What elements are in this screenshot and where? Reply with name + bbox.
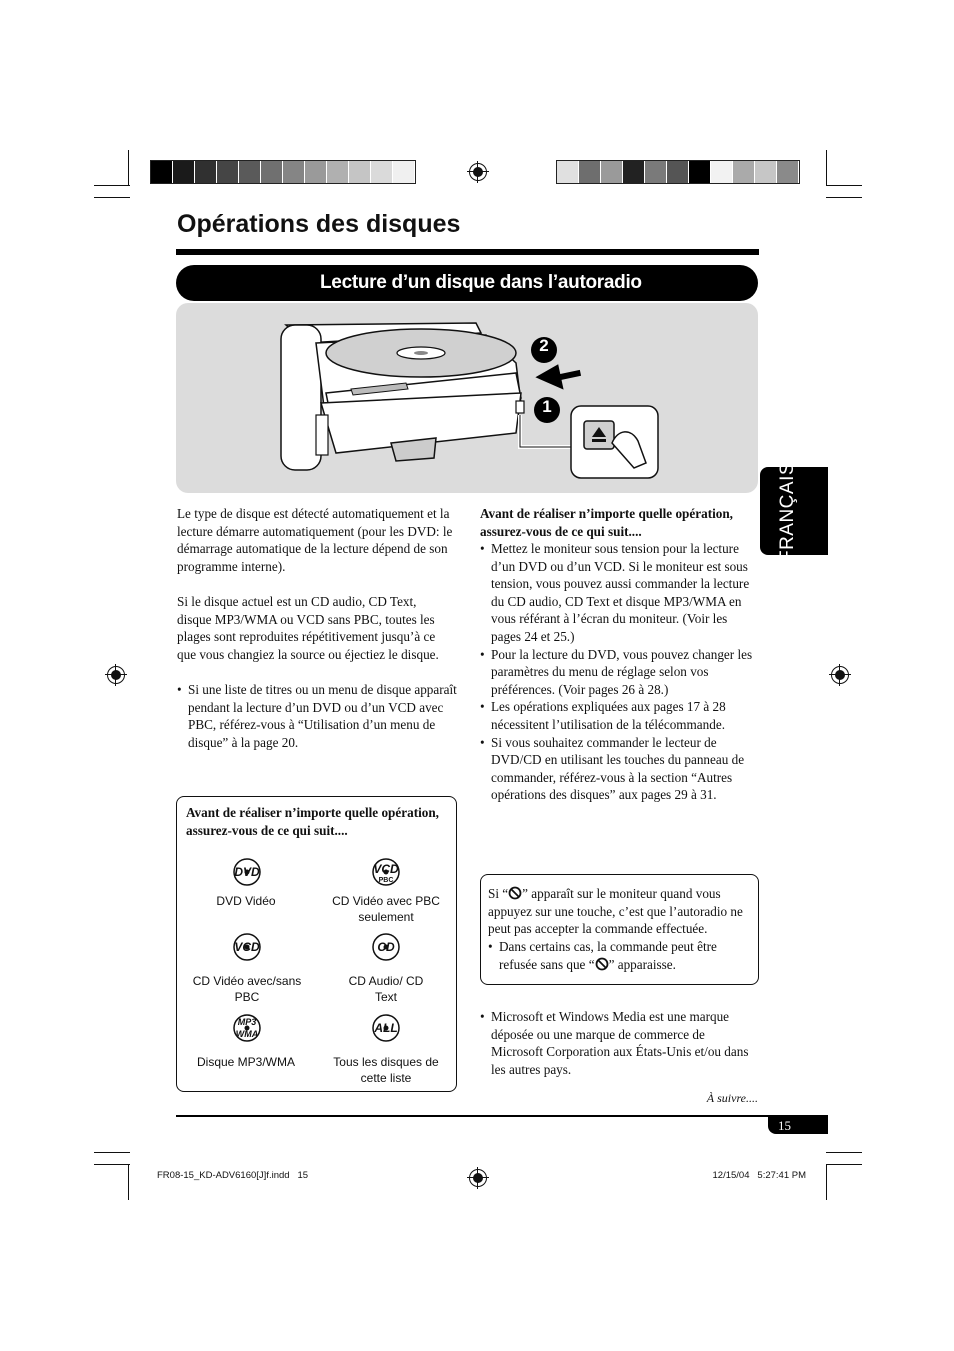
registration-mark-icon (831, 666, 849, 684)
notice-bullet-pre: Dans certains cas, la commande peut être refusée sans que “ (499, 939, 717, 972)
notice-bullet-list (488, 938, 750, 973)
color-swatch (557, 161, 579, 183)
color-swatch (173, 161, 195, 183)
step-1-label: 1 (542, 397, 552, 416)
registration-mark-icon (469, 163, 487, 181)
title-rule (176, 249, 759, 255)
list-item: • Les opérations expliquées aux pages 17 à 28 nécessitent l’utilisation de la télécommande. (480, 698, 760, 733)
registration-mark-icon (107, 666, 125, 684)
disc-type-label: CD Vidéo avec PBC seulement (332, 894, 440, 924)
color-swatch (393, 161, 415, 183)
crop-mark (826, 185, 862, 186)
footer-rule (176, 1115, 828, 1117)
color-swatch (755, 161, 777, 183)
color-swatch (151, 161, 173, 183)
disc-icon-subtext: WMA (235, 1029, 259, 1039)
color-swatch (217, 161, 239, 183)
disc-type-label: Tous les disques de cette liste (333, 1055, 439, 1085)
color-swatch (579, 161, 601, 183)
color-swatch (777, 161, 799, 183)
color-swatch (689, 161, 711, 183)
prohibited-icon (595, 957, 609, 971)
color-swatch (711, 161, 733, 183)
color-swatch (261, 161, 283, 183)
disc-icon-text: VCD (234, 940, 260, 954)
crop-mark (826, 1164, 827, 1200)
illustration-panel (176, 303, 758, 493)
crop-mark (826, 1152, 862, 1153)
list-item: • Pour la lecture du DVD, vous pouvez changer les paramètres du menu de réglage selon vos préférences. (Voir pages 26 à 28.) (480, 646, 760, 699)
notice-bullet-post: ” apparaisse. (608, 956, 676, 972)
color-swatch (305, 161, 327, 183)
disc-icon-subtext: PBC (378, 877, 394, 884)
disc-box-heading: Avant de réaliser n’importe quelle opération, assurez-vous de ce qui suit.... (186, 805, 439, 838)
page-number: 15 (778, 1118, 791, 1133)
disc-icon-text: CD (377, 940, 395, 954)
color-bar-right (556, 160, 800, 184)
crop-mark (94, 1164, 130, 1165)
list-item: • Si une liste de titres ou un menu de disque apparaît pendant la lecture d’un DVD ou d’un VCD avec PBC, référez-vous à “Utilisation d’un menu de disque” à la page 20. (177, 681, 459, 751)
left-para-2: Si le disque actuel est un CD audio, CD Text, disque MP3/WMA ou VCD sans PBC, toutes les plages sont reproduites répétitivement jusqu’à ce que vous changiez la source ou éjectiez le disque. (177, 594, 439, 662)
prohibited-icon (508, 886, 522, 900)
crop-mark (826, 1164, 862, 1165)
right-heading: Avant de réaliser n’importe quelle opération, assurez-vous de ce qui suit.... (480, 506, 733, 539)
disc-type-label: CD Audio/ CD Text (348, 974, 424, 1004)
color-swatch (623, 161, 645, 183)
page-title: Opérations des disques (177, 210, 461, 238)
list-item (488, 938, 750, 973)
color-swatch (667, 161, 689, 183)
color-swatch (371, 161, 393, 183)
language-tab-label: FRANÇAIS (777, 461, 798, 563)
color-swatch (645, 161, 667, 183)
crop-mark (94, 197, 130, 198)
notice-text-pre: Si “ (488, 886, 509, 901)
list-item: • Si vous souhaitez commander le lecteur de DVD/CD en utilisant les touches du panneau de commander, référez-vous à la section “Autres opérations des disques” aux pages 29 à 31. (480, 734, 760, 804)
registration-mark-icon (469, 1169, 487, 1187)
crop-mark (826, 197, 862, 198)
notice-text (488, 885, 754, 938)
disc-icon-text: ALL (374, 1021, 398, 1035)
color-bar-left (150, 160, 416, 184)
disc-grid (176, 850, 457, 1090)
page-number-tab (768, 1117, 828, 1134)
step-2-label: 2 (539, 336, 549, 355)
color-swatch (601, 161, 623, 183)
crop-mark (128, 150, 129, 186)
color-swatch (733, 161, 755, 183)
crop-mark (128, 1164, 129, 1200)
right-bullet-list (480, 540, 760, 804)
crop-mark (94, 185, 130, 186)
car-stereo-illustration (176, 303, 758, 493)
disc-icon-text: VCD (373, 862, 399, 876)
color-swatch (283, 161, 305, 183)
footer-timestamp: 12/15/04 5:27:41 PM (712, 1170, 806, 1181)
disc-icon-text: DVD (234, 865, 260, 879)
color-swatch (195, 161, 217, 183)
disc-type-label: DVD Vidéo (216, 894, 276, 908)
footer-file-info: FR08-15_KD-ADV6160[J]f.indd 15 (157, 1170, 309, 1181)
color-swatch (239, 161, 261, 183)
color-swatch (349, 161, 371, 183)
color-swatch (327, 161, 349, 183)
trademark-list (480, 1008, 758, 1078)
crop-mark (826, 150, 827, 186)
left-bullet-list (177, 681, 459, 751)
disc-type-label: Disque MP3/WMA (196, 1055, 296, 1069)
continue-note: À suivre.... (706, 1091, 758, 1105)
left-para-1: Le type de disque est détecté automatiquement et la lecture démarre automatiquement (pour les DVD: le démarrage automatique de la lecture dépend de son programme interne). (177, 506, 453, 574)
crop-mark (94, 1152, 130, 1153)
list-item: • Microsoft et Windows Media est une marque déposée ou une marque de commerce de Microsoft Corporation aux États-Unis et/ou dans les autres pays. (480, 1008, 758, 1078)
disc-type-label: CD Vidéo avec/sans PBC (192, 974, 302, 1004)
list-item: • Mettez le moniteur sous tension pour la lecture d’un DVD ou d’un VCD. Si le moniteur est sous tension, vous pouvez aussi commander la lecture du CD audio, CD Text et disque MP3/WMA en vous référant à l’écran du moniteur. (Voir les pages 24 et 25.) (480, 540, 760, 646)
section-title: Lecture d’un disque dans l’autoradio (176, 265, 758, 301)
notice-text-post: ” apparaît sur le moniteur quand vous appuyez sur une touche, c’est que l’autoradio ne peut pas accepter la commande effectuée. (488, 886, 743, 937)
disc-icon-text: MP3 (237, 1017, 257, 1027)
